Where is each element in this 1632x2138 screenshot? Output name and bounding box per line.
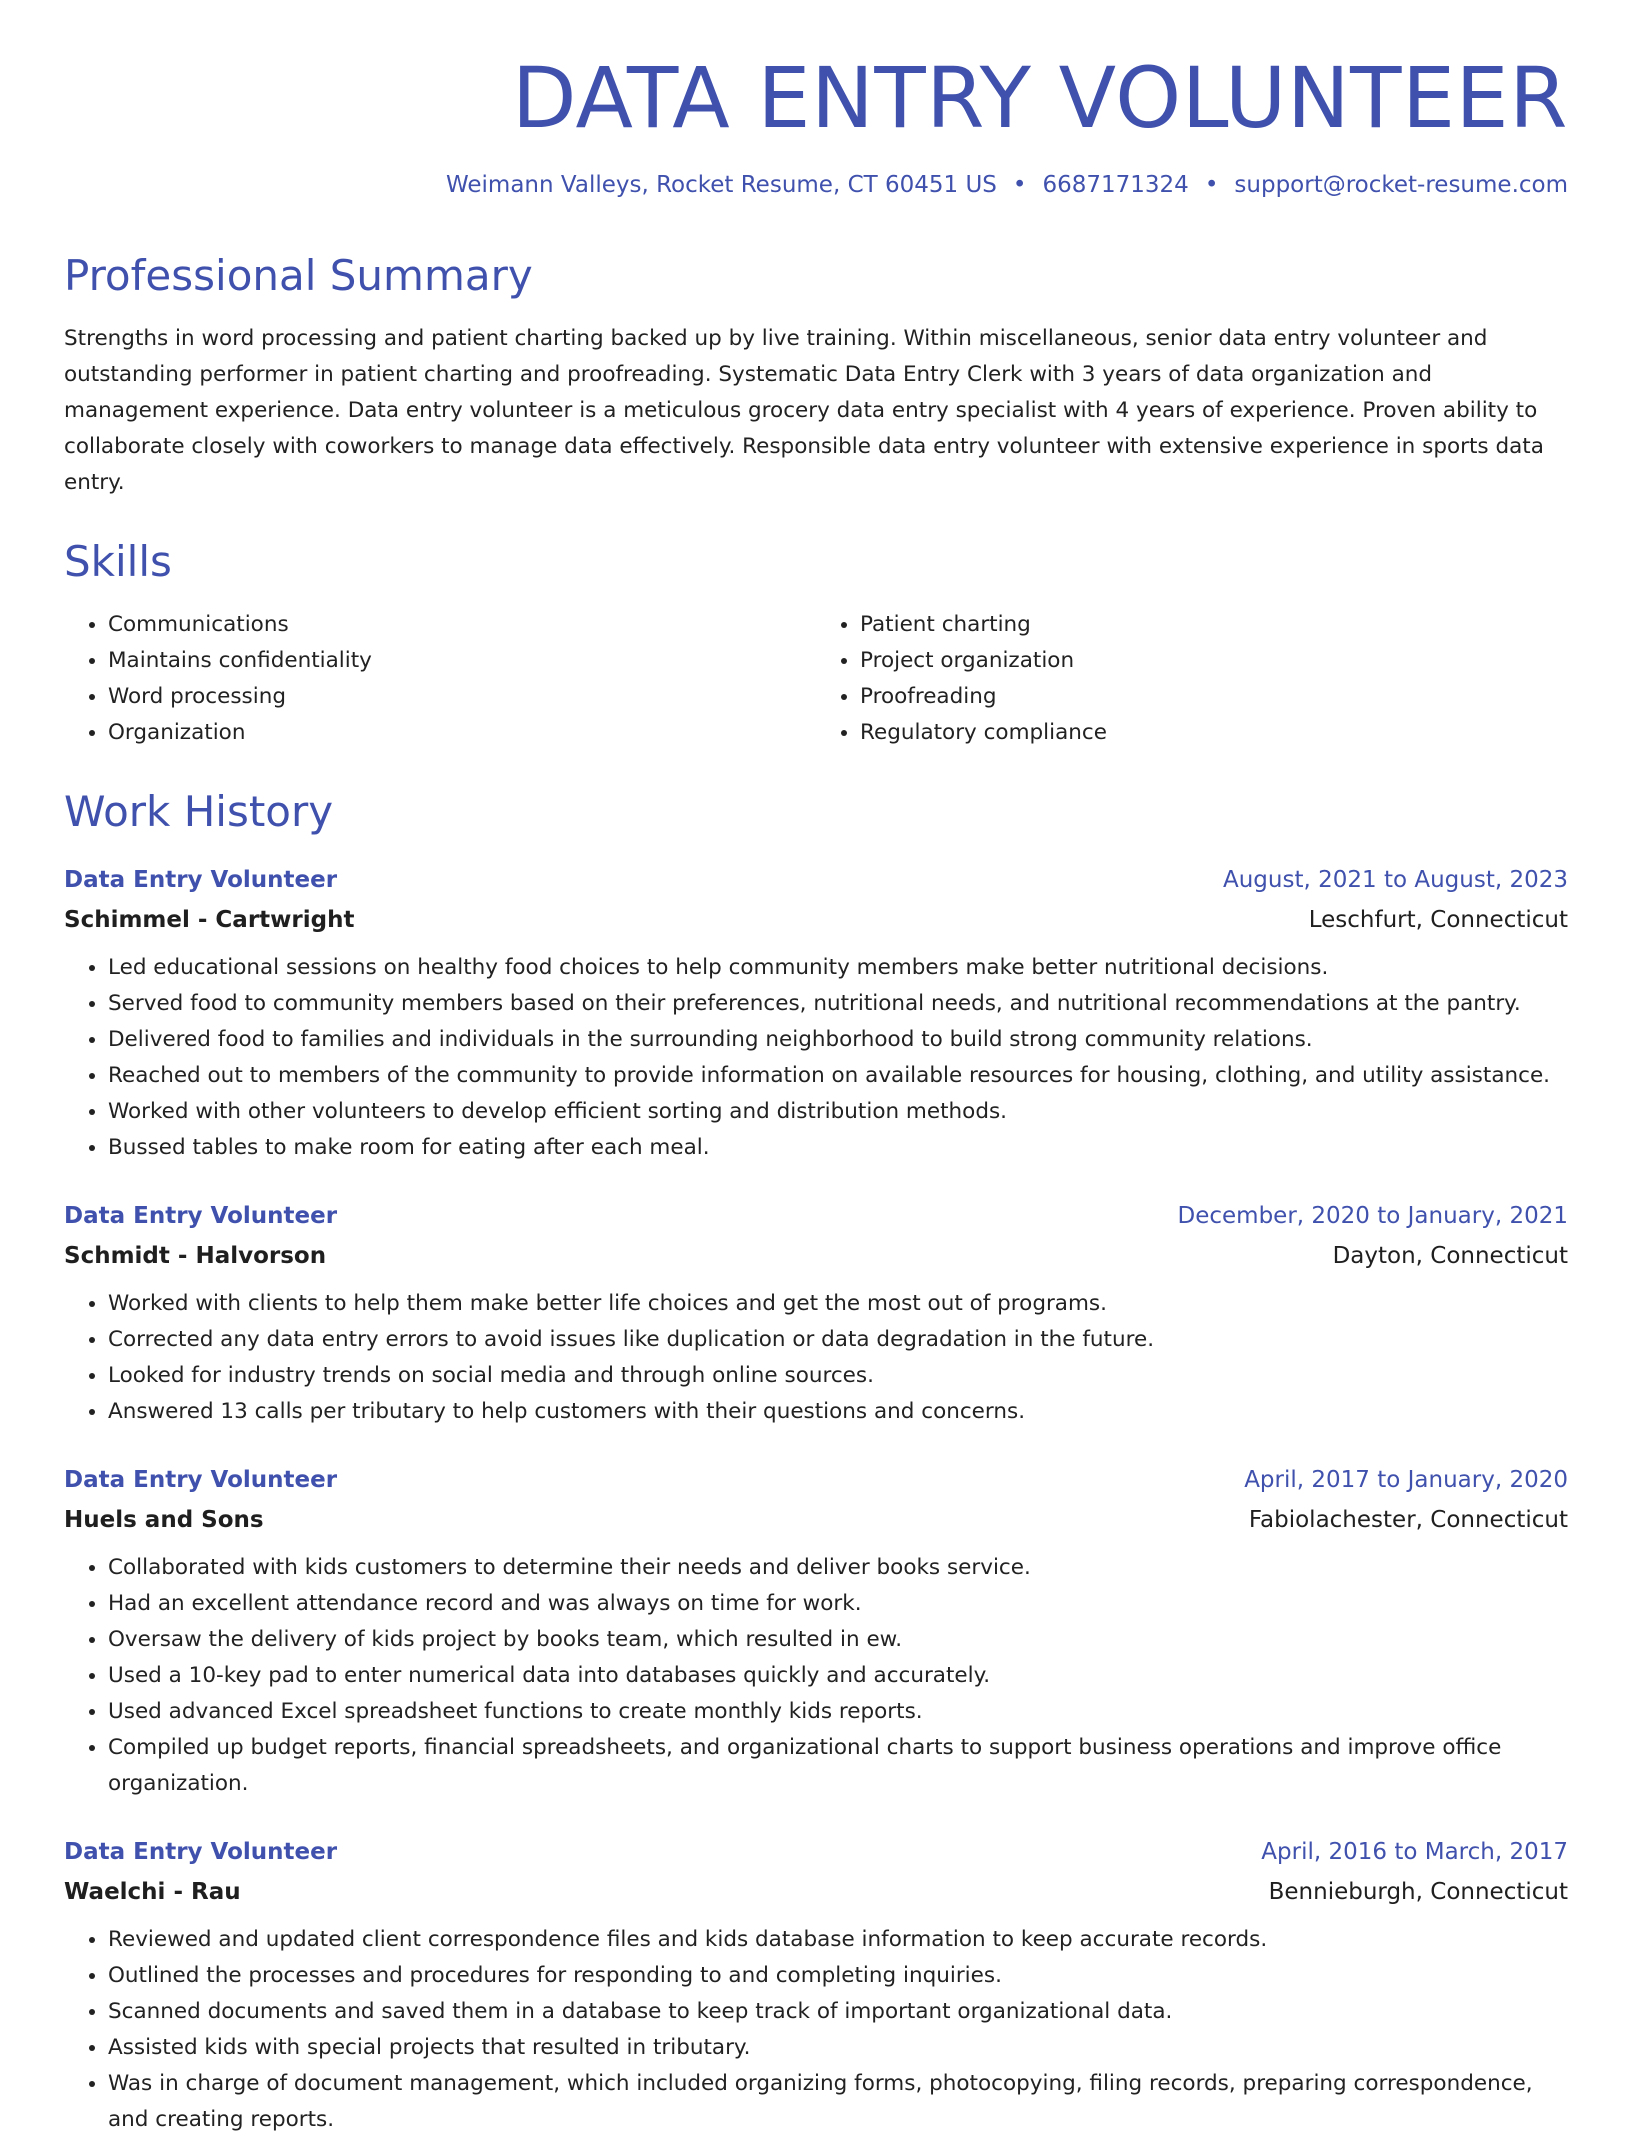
job-employer: Waelchi - Rau <box>64 1878 241 1905</box>
job-duty: • Corrected any data entry errors to avoid issues like duplication or data degradation in the future. <box>108 1322 1568 1358</box>
contact-separator: • <box>1204 171 1219 198</box>
skills-column-right <box>816 607 1568 751</box>
job-duties <box>64 1922 1568 2138</box>
job-duty: • Served food to community members based on their preferences, nutritional needs, and nutritional recommendations at the pantry. <box>108 986 1568 1022</box>
contact-separator: • <box>1012 171 1027 198</box>
job-location: Dayton, Connecticut <box>1332 1242 1568 1269</box>
job-employer: Huels and Sons <box>64 1506 264 1533</box>
job-dates: December, 2020 to January, 2021 <box>1177 1202 1568 1229</box>
job-location: Fabiolachester, Connecticut <box>1248 1506 1568 1533</box>
job-title: Data Entry Volunteer <box>64 1202 338 1229</box>
job-entry <box>64 1196 1568 1430</box>
skill-item: • Communications <box>108 607 816 643</box>
job-duty: • Used a 10-key pad to enter numerical data into databases quickly and accurately. <box>108 1658 1568 1694</box>
job-employer: Schmidt - Halvorson <box>64 1242 327 1269</box>
job-dates: August, 2021 to August, 2023 <box>1223 866 1568 893</box>
skills-heading: Skills <box>64 537 172 587</box>
skill-item: • Organization <box>108 715 816 751</box>
job-duty: • Looked for industry trends on social media and through online sources. <box>108 1358 1568 1394</box>
job-header <box>64 1196 1568 1236</box>
contact-address: Weimann Valleys, Rocket Resume, CT 60451 US <box>446 171 997 198</box>
work-history-heading: Work History <box>64 787 334 837</box>
job-duty: • Answered 13 calls per tributary to help customers with their questions and concerns. <box>108 1394 1568 1430</box>
skill-item: • Proofreading <box>860 679 1568 715</box>
job-title: Data Entry Volunteer <box>64 1466 338 1493</box>
job-duty: • Had an excellent attendance record and was always on time for work. <box>108 1586 1568 1622</box>
job-duty: • Compiled up budget reports, financial spreadsheets, and organizational charts to support business operations and improve office organization. <box>108 1730 1568 1802</box>
job-duties <box>64 1550 1568 1802</box>
resume-name: DATA ENTRY VOLUNTEER <box>511 49 1568 147</box>
job-duty: • Collaborated with kids customers to determine their needs and deliver books service. <box>108 1550 1568 1586</box>
job-entry <box>64 1832 1568 2138</box>
contact-line <box>64 171 1568 201</box>
job-subheader <box>64 900 1568 940</box>
job-duties <box>64 1286 1568 1430</box>
job-employer: Schimmel - Cartwright <box>64 906 355 933</box>
job-subheader <box>64 1236 1568 1276</box>
skills-column-left <box>64 607 816 751</box>
skill-item: • Word processing <box>108 679 816 715</box>
job-duty: • Oversaw the delivery of kids project by books team, which resulted in ew. <box>108 1622 1568 1658</box>
skills-list <box>64 607 1568 751</box>
summary-heading: Professional Summary <box>64 250 533 300</box>
job-header <box>64 1460 1568 1500</box>
contact-phone: 6687171324 <box>1042 171 1189 198</box>
job-duty: • Delivered food to families and individuals in the surrounding neighborhood to build strong community relations. <box>108 1022 1568 1058</box>
job-dates: April, 2016 to March, 2017 <box>1261 1838 1568 1865</box>
job-duty: • Bussed tables to make room for eating after each meal. <box>108 1130 1568 1166</box>
job-subheader <box>64 1500 1568 1540</box>
job-duties <box>64 950 1568 1166</box>
job-duty: • Worked with clients to help them make better life choices and get the most out of programs. <box>108 1286 1568 1322</box>
resume-page <box>64 48 1568 2138</box>
job-duty: • Assisted kids with special projects that resulted in tributary. <box>108 2030 1568 2066</box>
skill-item: • Project organization <box>860 643 1568 679</box>
skill-item: • Maintains confidentiality <box>108 643 816 679</box>
summary-text: Strengths in word processing and patient charting backed up by live training. Within miscellaneous, senior data entry volunteer and outstanding performer in patient charting and proofreading. Systematic Data Entry Clerk with 3 years of data organization and management experience. Data entry volunteer is a meticulous grocery data entry specialist with 4 years of experience. Proven ability to collaborate closely with coworkers to manage data effectively. Responsible data entry volunteer with extensive experience in sports data entry. <box>64 326 1544 496</box>
job-location: Bennieburgh, Connecticut <box>1268 1878 1568 1905</box>
contact-email: support@rocket-resume.com <box>1234 171 1568 198</box>
job-entry <box>64 860 1568 1166</box>
job-duty: • Used advanced Excel spreadsheet functions to create monthly kids reports. <box>108 1694 1568 1730</box>
skill-item: • Regulatory compliance <box>860 715 1568 751</box>
job-duty: • Worked with other volunteers to develop efficient sorting and distribution methods. <box>108 1094 1568 1130</box>
job-header <box>64 1832 1568 1872</box>
job-subheader <box>64 1872 1568 1912</box>
job-duty: • Scanned documents and saved them in a database to keep track of important organizational data. <box>108 1994 1568 2030</box>
job-duty: • Reviewed and updated client correspondence files and kids database information to keep accurate records. <box>108 1922 1568 1958</box>
job-location: Leschfurt, Connecticut <box>1308 906 1568 933</box>
job-dates: April, 2017 to January, 2020 <box>1244 1466 1568 1493</box>
job-entry <box>64 1460 1568 1802</box>
job-title: Data Entry Volunteer <box>64 1838 338 1865</box>
job-duty: • Outlined the processes and procedures for responding to and completing inquiries. <box>108 1958 1568 1994</box>
job-duty: • Was in charge of document management, which included organizing forms, photocopying, filing records, preparing correspondence, and creating reports. <box>108 2066 1568 2138</box>
job-title: Data Entry Volunteer <box>64 866 338 893</box>
job-duty: • Led educational sessions on healthy food choices to help community members make better nutritional decisions. <box>108 950 1568 986</box>
skill-item: • Patient charting <box>860 607 1568 643</box>
job-duty: • Reached out to members of the community to provide information on available resources for housing, clothing, and utility assistance. <box>108 1058 1568 1094</box>
job-header <box>64 860 1568 900</box>
